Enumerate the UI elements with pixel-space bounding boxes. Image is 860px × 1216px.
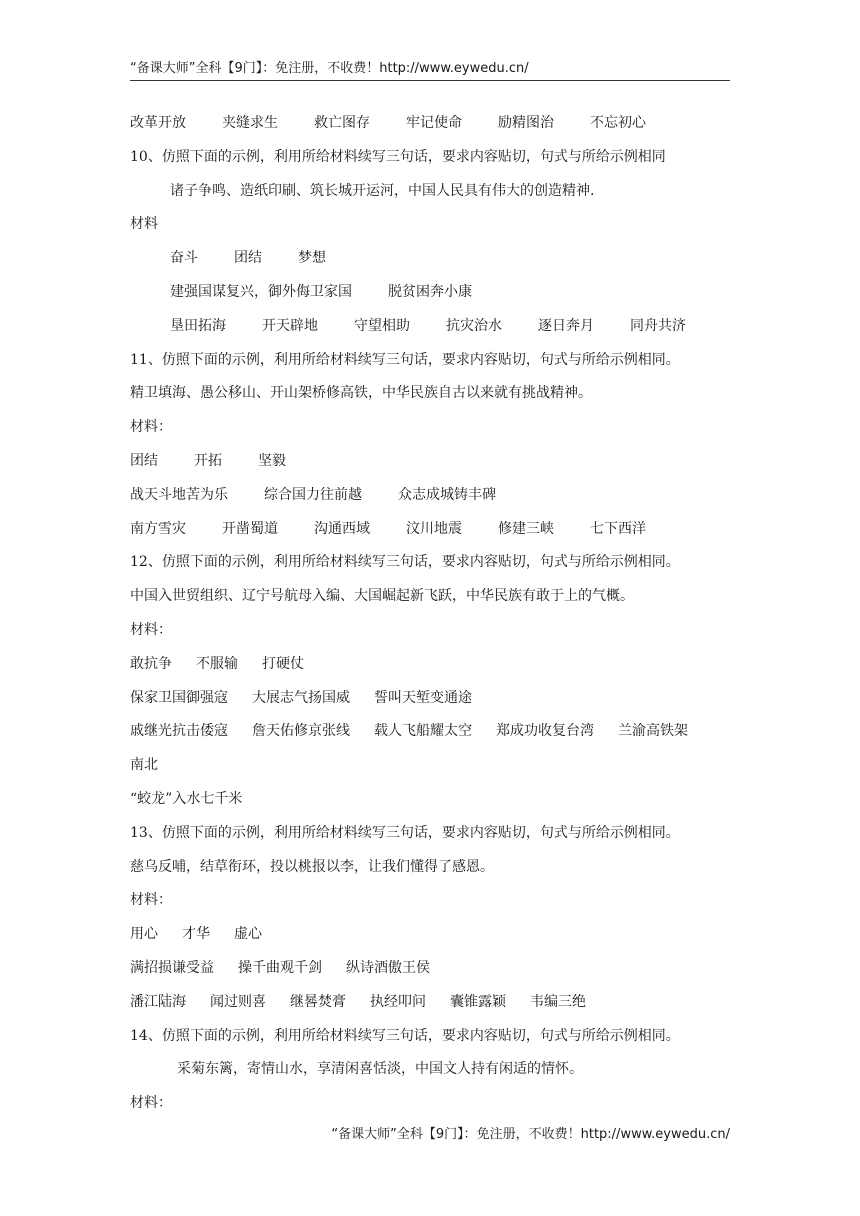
text-line: 南北 [130, 757, 158, 774]
material-term: 众志成城铸丰碑 [398, 486, 496, 503]
material-term: 不服输 [196, 655, 238, 672]
document-body [130, 107, 730, 1121]
text-line [130, 918, 730, 952]
material-term: 励精图治 [498, 115, 554, 131]
text-line [130, 310, 730, 344]
material-term: 团结 [234, 250, 262, 267]
material-term: 兰渝高铁架 [618, 723, 688, 740]
text-line: 材料 [130, 216, 158, 233]
page-footer: “备课大师”全科【9门】：免注册，不收费！http://www.eywedu.cn/ [331, 1127, 730, 1142]
material-term: 闻过则喜 [210, 993, 266, 1010]
material-term: 七下西洋 [590, 520, 646, 537]
material-term: 梦想 [298, 250, 326, 267]
text-line [130, 276, 730, 310]
material-term: 修建三峡 [498, 520, 554, 537]
material-term: 誓叫天堑变通途 [374, 689, 472, 706]
material-term: 同舟共济 [630, 317, 686, 334]
text-line [130, 648, 730, 682]
material-term: 战天斗地苦为乐 [130, 486, 228, 503]
material-term: 韦编三绝 [530, 993, 586, 1010]
text-line: 诸子争鸣、造纸印刷、筑长城开运河，中国人民具有伟大的创造精神. [170, 182, 595, 199]
material-term: 守望相助 [354, 317, 410, 334]
text-line: 精卫填海、愚公移山、开山架桥修高铁，中华民族自古以来就有挑战精神。 [130, 385, 592, 402]
material-term: 逐日奔月 [538, 317, 594, 334]
material-term: 开凿蜀道 [222, 520, 278, 537]
material-term: 继晷焚膏 [290, 993, 346, 1010]
material-term: 抗灾治水 [446, 317, 502, 334]
material-term: 南方雪灾 [130, 520, 186, 537]
material-term: 敢抗争 [130, 655, 172, 672]
page-header: “备课大师”全科【9门】：免注册，不收费！http://www.eywedu.cn/ [130, 60, 730, 81]
material-term: 团结 [130, 452, 158, 469]
text-line: 11、仿照下面的示例，利用所给材料续写三句话，要求内容贴切，句式与所给示例相同。 [130, 351, 680, 368]
text-line [130, 445, 730, 479]
material-term: 载人飞船耀太空 [374, 723, 472, 740]
text-line [130, 107, 730, 141]
material-term: 纵诗酒傲王侯 [346, 959, 430, 976]
material-term: 垦田拓海 [170, 317, 226, 334]
text-line: 采菊东篱，寄情山水，享清闲喜恬淡，中国文人持有闲适的情怀。 [177, 1061, 583, 1078]
material-term: 奋斗 [170, 250, 198, 267]
text-line [130, 986, 730, 1020]
material-term: 郑成功收复台湾 [496, 723, 594, 740]
material-term: 才华 [182, 926, 210, 943]
material-term: 大展志气扬国威 [252, 689, 350, 706]
text-line [130, 479, 730, 513]
material-term: 不忘初心 [590, 115, 646, 131]
material-term: 脱贫困奔小康 [388, 283, 472, 300]
material-term: 詹天佑修京张线 [252, 723, 350, 740]
text-line [130, 513, 730, 547]
text-line: 材料： [130, 892, 172, 909]
material-term: 打硬仗 [262, 655, 304, 672]
text-line [130, 952, 730, 986]
material-term: 沟通西域 [314, 520, 370, 537]
material-term: 开天辟地 [262, 317, 318, 334]
text-line: 14、仿照下面的示例，利用所给材料续写三句话，要求内容贴切，句式与所给示例相同。 [130, 1027, 680, 1044]
material-term: 夹缝求生 [222, 115, 278, 131]
text-line: 材料： [130, 1095, 172, 1112]
material-term: 潘江陆海 [130, 993, 186, 1010]
material-term: 牢记使命 [406, 115, 462, 131]
material-term: 执经叩问 [370, 993, 426, 1010]
material-term: 综合国力往前越 [264, 486, 362, 503]
text-line: 12、仿照下面的示例，利用所给材料续写三句话，要求内容贴切，句式与所给示例相同。 [130, 554, 680, 571]
material-term: 满招损谦受益 [130, 959, 214, 976]
text-line [130, 715, 730, 749]
text-line: 中国入世贸组织、辽宁号航母入编、大国崛起新飞跃，中华民族有敢于上的气概。 [130, 588, 634, 605]
material-term: 改革开放 [130, 115, 186, 131]
text-line: 材料： [130, 419, 172, 436]
material-term: 保家卫国御强寇 [130, 689, 228, 706]
text-line: 13、仿照下面的示例，利用所给材料续写三句话，要求内容贴切，句式与所给示例相同。 [130, 824, 680, 841]
material-term: 救亡图存 [314, 115, 370, 131]
material-term: 建强国谋复兴，御外侮卫家国 [170, 283, 352, 300]
material-term: 坚毅 [258, 452, 286, 469]
material-term: 开拓 [194, 452, 222, 469]
material-term: 汶川地震 [406, 520, 462, 537]
material-term: 虚心 [234, 926, 262, 943]
material-term: 操千曲观千剑 [238, 959, 322, 976]
material-term: 戚继光抗击倭寇 [130, 723, 228, 740]
text-line [130, 242, 730, 276]
text-line: 10、仿照下面的示例，利用所给材料续写三句话，要求内容贴切，句式与所给示例相同 [130, 148, 666, 165]
material-term: 用心 [130, 926, 158, 943]
text-line: 材料： [130, 621, 172, 638]
material-term: 囊锥露颖 [450, 993, 506, 1010]
text-line [130, 682, 730, 716]
text-line: 慈乌反哺，结草衔环，投以桃报以李，让我们懂得了感恩。 [130, 858, 494, 875]
text-line: “蛟龙”入水七千米 [130, 790, 243, 807]
